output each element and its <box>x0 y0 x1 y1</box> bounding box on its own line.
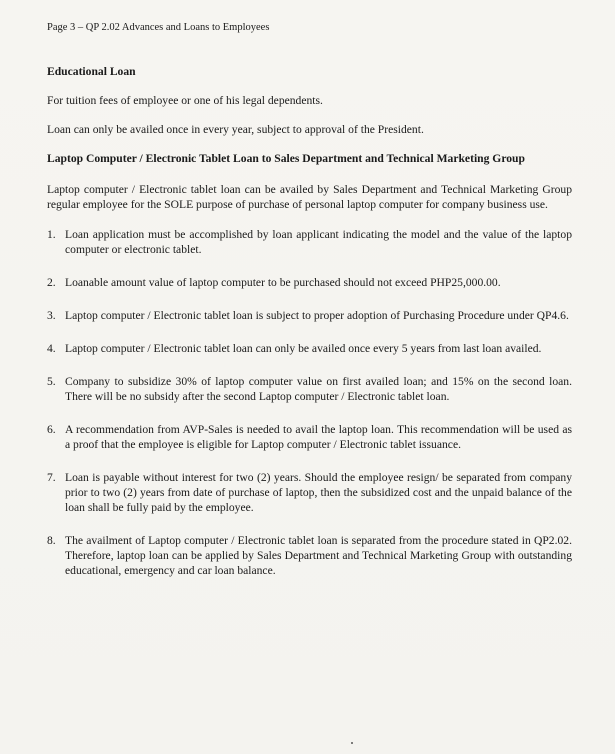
list-item <box>47 275 572 290</box>
educational-loan-frequency: Loan can only be availed once in every year, subject to approval of the President. <box>47 123 424 136</box>
list-item-number: 6. <box>47 423 56 436</box>
list-item <box>47 374 572 404</box>
list-item-text: Loan application must be accomplished by loan applicant indicating the model and the value of the laptop computer or electronic tablet. <box>65 228 572 256</box>
educational-loan-purpose: For tuition fees of employee or one of his legal dependents. <box>47 94 323 107</box>
list-item-number: 5. <box>47 375 56 388</box>
list-item-number: 8. <box>47 534 56 547</box>
list-item-text: A recommendation from AVP-Sales is needed to avail the laptop loan. This recommendation will be used as a proof that the employee is eligible for Laptop computer / Electronic tablet issuance. <box>65 423 572 451</box>
list-item <box>47 533 572 578</box>
laptop-loan-intro: Laptop computer / Electronic tablet loan can be availed by Sales Department and Technical Marketing Group regular employee for the SOLE purpose of purchase of personal laptop computer for company business use. <box>47 183 572 211</box>
document-body <box>47 64 572 578</box>
laptop-loan-heading: Laptop Computer / Electronic Tablet Loan to Sales Department and Technical Marketing Group <box>47 152 525 165</box>
list-item-text: Company to subsidize 30% of laptop computer value on first availed loan; and 15% on the second loan. There will be no subsidy after the second Laptop computer / Electronic tablet loan. <box>65 375 572 403</box>
list-item-number: 1. <box>47 228 56 241</box>
list-item <box>47 341 572 356</box>
list-item-number: 2. <box>47 276 56 289</box>
page-header: Page 3 – QP 2.02 Advances and Loans to Employees <box>47 22 270 33</box>
scan-speck <box>351 742 353 744</box>
list-item-number: 7. <box>47 471 56 484</box>
list-item-text: Loanable amount value of laptop computer to be purchased should not exceed PHP25,000.00. <box>65 276 501 289</box>
educational-loan-heading: Educational Loan <box>47 65 136 78</box>
list-item <box>47 308 572 323</box>
list-item-text: The availment of Laptop computer / Electronic tablet loan is separated from the procedure stated in QP2.02. Therefore, laptop loan can be applied by Sales Department and Technical Marketing Group with outstanding educational, emergency and car loan balance. <box>65 534 572 577</box>
list-item <box>47 422 572 452</box>
list-item-number: 3. <box>47 309 56 322</box>
list-item <box>47 227 572 257</box>
laptop-loan-conditions-list <box>47 227 572 578</box>
list-item-text: Loan is payable without interest for two (2) years. Should the employee resign/ be separated from company prior to two (2) years from date of purchase of laptop, then the subsidized cost and the unpaid balance of the loan shall be fully paid by the employee. <box>65 471 572 514</box>
list-item-text: Laptop computer / Electronic tablet loan is subject to proper adoption of Purchasing Procedure under QP4.6. <box>65 309 569 322</box>
list-item <box>47 470 572 515</box>
list-item-text: Laptop computer / Electronic tablet loan can only be availed once every 5 years from last loan availed. <box>65 342 542 355</box>
list-item-number: 4. <box>47 342 56 355</box>
